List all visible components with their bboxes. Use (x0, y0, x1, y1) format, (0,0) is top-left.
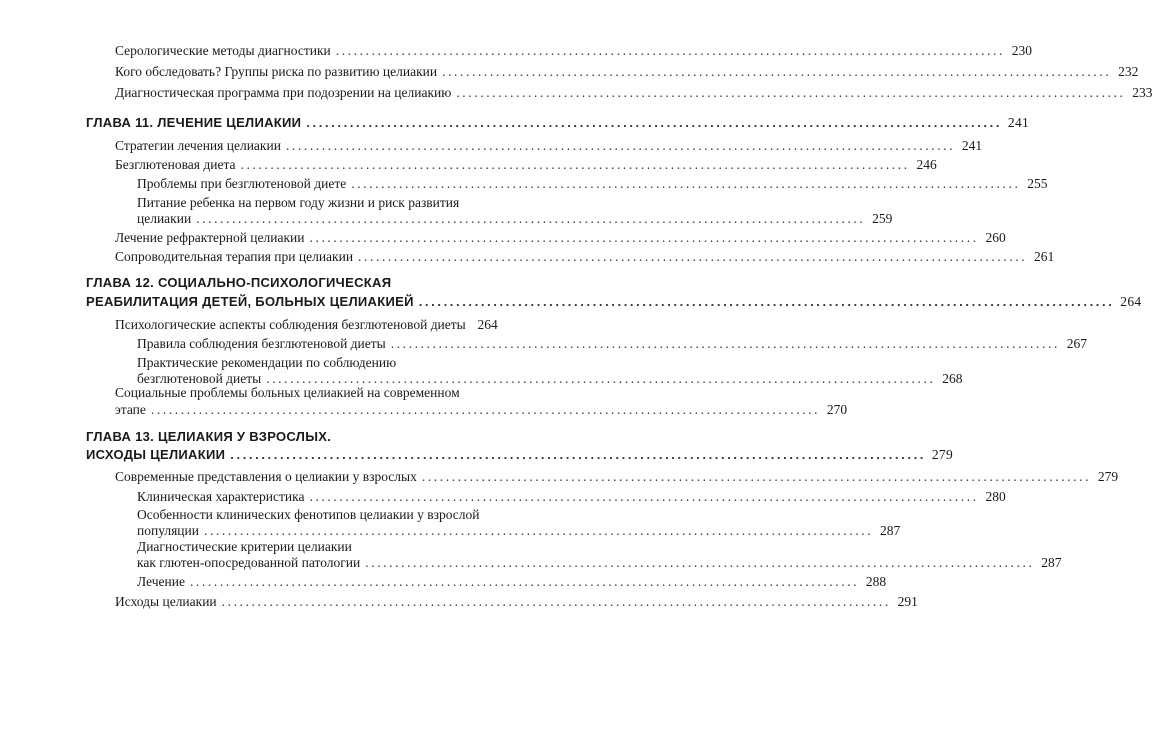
toc-entry-title: Стратегии лечения целиакии (115, 138, 281, 153)
dot-leader: ................................................................................................................ (230, 447, 926, 462)
toc-subentry-line1[interactable]: Особенности клинических фенотипов целиакии у взрослой (137, 507, 480, 522)
toc-entry[interactable] (115, 63, 1139, 81)
toc-entry-title: Проблемы при безглютеновой диете (137, 176, 347, 191)
dot-leader: ................................................................................................................ (418, 294, 1115, 309)
toc-entry-page: 259 (872, 211, 893, 226)
dot-leader: ................................................................................................................ (390, 336, 1060, 351)
toc-entry-title: как глютен-опосредованной патологии (137, 555, 361, 570)
toc-entry-line1[interactable]: Социальные проблемы больных целиакией на современном (115, 385, 460, 400)
chapter-title: ГЛАВА 11. ЛЕЧЕНИЕ ЦЕЛИАКИИ (86, 115, 302, 130)
toc-entry-page: 267 (1066, 336, 1087, 351)
toc-entry-page: 233 (1132, 85, 1153, 100)
toc-entry[interactable] (115, 593, 918, 611)
toc-entry-title: безглютеновой диеты (137, 371, 262, 386)
toc-entry-title: Психологические аспекты соблюдения безглютеновой диеты (115, 317, 466, 332)
dot-leader: ................................................................................................................ (309, 489, 979, 504)
chapter-title: РЕАБИЛИТАЦИЯ ДЕТЕЙ, БОЛЬНЫХ ЦЕЛИАКИЕЙ (86, 294, 414, 309)
toc-subentry-line1[interactable]: Диагностические критерии целиакии (137, 539, 352, 554)
toc-entry-page: 241 (961, 138, 983, 153)
toc-entry-page: 268 (942, 371, 963, 386)
chapter-page: 241 (1007, 115, 1030, 130)
dot-leader: ................................................................................................................ (442, 64, 1112, 79)
dot-leader: ................................................................................................................ (189, 574, 860, 589)
toc-entry-page: 255 (1027, 176, 1048, 191)
toc-subentry[interactable] (137, 335, 1087, 353)
chapter-page: 264 (1120, 294, 1142, 309)
toc-entry-title: Современные представления о целиакии у взрослых (115, 469, 417, 484)
dot-leader: ................................................................................................................ (196, 211, 866, 226)
dot-leader: ................................................................................................................ (306, 115, 1003, 130)
dot-leader: ................................................................................................................ (309, 230, 979, 245)
dot-leader: ................................................................................................................ (456, 85, 1126, 100)
toc-entry-page: 287 (879, 523, 901, 538)
toc-entry-page: 291 (897, 594, 918, 609)
toc-subentry[interactable] (137, 488, 1006, 506)
chapter-title-line1[interactable]: ГЛАВА 12. СОЦИАЛЬНО-ПСИХОЛОГИЧЕСКАЯ (86, 275, 392, 290)
toc-entry-page: 287 (1041, 555, 1062, 570)
toc-subentry[interactable] (137, 573, 887, 591)
toc-entry-page: 230 (1011, 43, 1032, 58)
toc-entry-title: целиакии (137, 211, 192, 226)
toc-entry-title: Исходы целиакии (115, 594, 217, 609)
toc-entry-title: Клиническая характеристика (137, 489, 305, 504)
chapter-heading[interactable] (86, 114, 1030, 132)
dot-leader: ................................................................................................................ (203, 523, 874, 538)
toc-entry-title: Лечение (137, 574, 185, 589)
dot-leader: ................................................................................................................ (421, 469, 1092, 484)
dot-leader: ................................................................................................................ (365, 555, 1035, 570)
chapter-heading[interactable] (86, 293, 1142, 311)
toc-entry[interactable] (115, 401, 848, 419)
toc-entry-page: 232 (1118, 64, 1139, 79)
toc-entry-page: 270 (826, 402, 848, 417)
toc-entry[interactable] (115, 156, 937, 174)
toc-entry-page: 246 (916, 157, 937, 172)
toc-subentry[interactable] (137, 175, 1048, 193)
toc-entry[interactable] (115, 468, 1119, 486)
toc-entry[interactable] (115, 137, 983, 155)
chapter-page: 279 (931, 447, 953, 462)
toc-entry-page: 264 (477, 317, 498, 332)
dot-leader: ................................................................................................................ (266, 371, 936, 386)
dot-leader: ................................................................................................................ (221, 594, 891, 609)
toc-entry[interactable] (115, 42, 1032, 60)
toc-entry[interactable] (115, 229, 1006, 247)
dot-leader: ................................................................................................................ (240, 157, 910, 172)
toc-subentry[interactable] (137, 210, 893, 228)
chapter-heading[interactable] (86, 446, 953, 464)
toc-entry-page: 260 (985, 230, 1006, 245)
dot-leader: ................................................................................................................ (285, 138, 956, 153)
dot-leader: ................................................................................................................ (150, 402, 821, 417)
toc-entry-title: популяции (137, 523, 199, 538)
toc-entry[interactable] (115, 316, 498, 334)
toc-subentry[interactable] (137, 554, 1062, 572)
toc-entry[interactable] (115, 84, 1153, 102)
toc-entry-title: Кого обследовать? Группы риска по развитию целиакии (115, 64, 438, 79)
toc-subentry-line1[interactable]: Практические рекомендации по соблюдению (137, 355, 397, 370)
toc-entry-page: 288 (865, 574, 887, 589)
toc-entry-title: Сопроводительная терапия при целиакии (115, 249, 354, 264)
toc-entry-title: Серологические методы диагностики (115, 43, 331, 58)
dot-leader: ................................................................................................................ (358, 249, 1028, 264)
toc-entry-title: Лечение рефрактерной целиакии (115, 230, 305, 245)
toc-entry-title: Безглютеновая диета (115, 157, 236, 172)
toc-entry-title: Правила соблюдения безглютеновой диеты (137, 336, 386, 351)
toc-subentry-line1[interactable]: Питание ребенка на первом году жизни и риск развития (137, 195, 460, 210)
toc-entry-title: этапе (115, 402, 146, 417)
toc-entry[interactable] (115, 248, 1055, 266)
dot-leader: ................................................................................................................ (351, 176, 1021, 191)
toc-entry-page: 261 (1034, 249, 1055, 264)
toc-entry-page: 279 (1097, 469, 1119, 484)
dot-leader: ................................................................................................................ (335, 43, 1005, 58)
chapter-title: ИСХОДЫ ЦЕЛИАКИИ (86, 447, 226, 462)
toc-entry-page: 280 (985, 489, 1006, 504)
toc-entry-title: Диагностическая программа при подозрении на целиакию (115, 85, 452, 100)
chapter-title-line1[interactable]: ГЛАВА 13. ЦЕЛИАКИЯ У ВЗРОСЛЫХ. (86, 429, 332, 444)
